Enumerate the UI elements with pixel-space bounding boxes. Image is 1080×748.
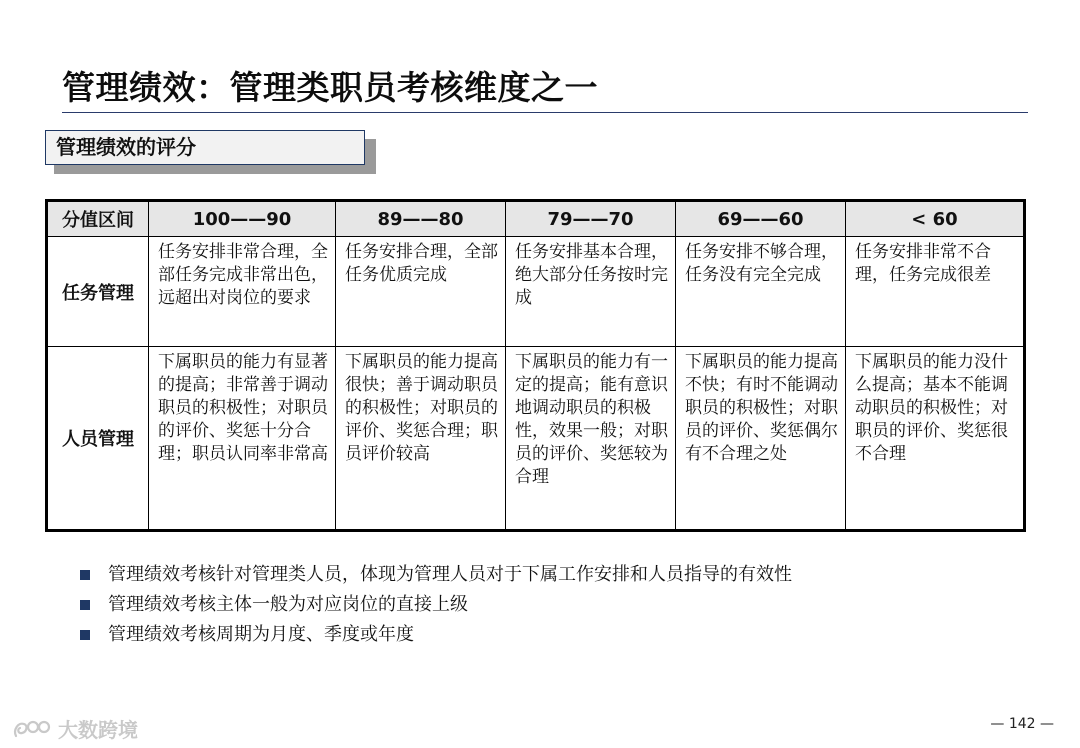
table-cell: 下属职员的能力提高很快；善于调动职员的积极性；对职员的评价、奖惩合理；职员评价较高: [336, 347, 506, 531]
table-cell: 任务安排不够合理，任务没有完全完成: [676, 237, 846, 347]
page-title: 管理绩效：管理类职员考核维度之一: [62, 68, 598, 107]
watermark-text: 大数跨境: [58, 718, 138, 742]
table-cell: 下属职员的能力有一定的提高；能有意识地调动职员的积极性，效果一般；对职员的评价、奖惩较为合理: [506, 347, 676, 531]
table-cell: 下属职员的能力提高不快；有时不能调动职员的积极性；对职员的评价、奖惩偶尔有不合理之处: [676, 347, 846, 531]
table-row-task-management: [47, 237, 1025, 347]
section-label: 管理绩效的评分: [45, 130, 365, 165]
column-header-69-60: 69——60: [676, 201, 846, 237]
table-cell: 任务安排合理，全部任务优质完成: [336, 237, 506, 347]
bullet-item: [78, 562, 792, 592]
square-bullet-icon: [80, 600, 90, 610]
row-header-people-management: 人员管理: [47, 347, 149, 531]
bullet-text: 管理绩效考核针对管理类人员，体现为管理人员对于下属工作安排和人员指导的有效性: [108, 564, 792, 585]
square-bullet-icon: [80, 570, 90, 580]
bullet-item: [78, 622, 792, 652]
column-header-100-90: 100——90: [149, 201, 336, 237]
table-cell: 任务安排基本合理，绝大部分任务按时完成: [506, 237, 676, 347]
column-header-89-80: 89——80: [336, 201, 506, 237]
bullet-text: 管理绩效考核主体一般为对应岗位的直接上级: [108, 594, 468, 615]
title-divider: [62, 112, 1028, 113]
row-header-task-management: 任务管理: [47, 237, 149, 347]
table-corner-header: 分值区间: [47, 201, 149, 237]
column-header-79-70: 79——70: [506, 201, 676, 237]
bullet-text: 管理绩效考核周期为月度、季度或年度: [108, 624, 414, 645]
column-header-below-60: < 60: [846, 201, 1025, 237]
page-number: — 142 —: [990, 716, 1054, 732]
table-cell: 任务安排非常不合理，任务完成很差: [846, 237, 1025, 347]
square-bullet-icon: [80, 630, 90, 640]
bullet-item: [78, 592, 792, 622]
table-header-row: [47, 201, 1025, 237]
table-row-people-management: [47, 347, 1025, 531]
watermark: [12, 714, 138, 743]
table-cell: 任务安排非常合理，全部任务完成非常出色，远超出对岗位的要求: [149, 237, 336, 347]
table-cell: 下属职员的能力没什么提高；基本不能调动职员的积极性；对职员的评价、奖惩很不合理: [846, 347, 1025, 531]
score-table: [45, 199, 1026, 532]
watermark-logo-icon: [12, 718, 52, 740]
table-cell: 下属职员的能力有显著的提高；非常善于调动职员的积极性；对职员的评价、奖惩十分合理；职员认同率非常高: [149, 347, 336, 531]
bullet-list: [78, 562, 792, 652]
